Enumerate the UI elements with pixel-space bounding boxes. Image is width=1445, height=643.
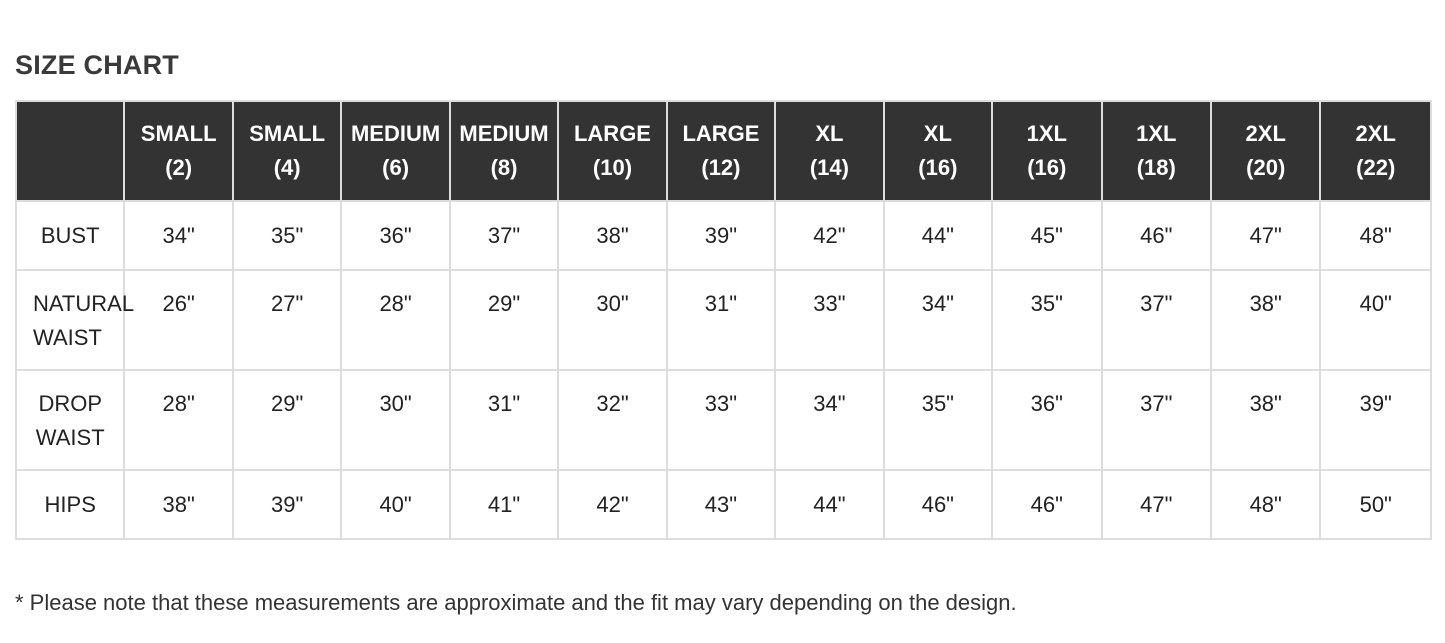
measurement-cell: 39" (1320, 370, 1431, 470)
column-size-number: (14) (809, 155, 849, 180)
measurement-cell: 30" (558, 270, 666, 370)
measurement-cell: 41" (450, 470, 558, 539)
column-size-name: XL (923, 121, 952, 146)
column-size-number: (8) (490, 155, 518, 180)
column-size-name: LARGE (682, 121, 760, 146)
measurement-cell: 39" (667, 201, 775, 270)
measurement-cell: 36" (341, 201, 449, 270)
measurement-cell: 43" (667, 470, 775, 539)
measurement-cell: 39" (233, 470, 341, 539)
measurement-cell: 31" (450, 370, 558, 470)
size-chart-title: SIZE CHART (15, 50, 179, 80)
measurement-cell: 46" (992, 470, 1101, 539)
column-size-number: (2) (165, 155, 193, 180)
column-size-name: 2XL (1355, 121, 1396, 146)
measurement-cell: 38" (1211, 370, 1320, 470)
table-row-bust (16, 201, 1431, 270)
measurement-cell: 45" (992, 201, 1101, 270)
measurement-cell: 37" (1102, 370, 1211, 470)
measurement-cell: 46" (884, 470, 992, 539)
measurement-cell: 29" (450, 270, 558, 370)
column-header (124, 101, 232, 201)
measurement-cell: 38" (558, 201, 666, 270)
row-label: NATURAL WAIST (16, 270, 124, 370)
corner-header-cell (16, 101, 124, 201)
measurement-cell: 36" (992, 370, 1101, 470)
row-label: HIPS (16, 470, 124, 539)
column-size-number: (18) (1136, 155, 1176, 180)
column-size-number: (16) (1027, 155, 1067, 180)
column-size-name: 2XL (1245, 121, 1286, 146)
measurement-cell: 34" (775, 370, 883, 470)
measurement-cell: 44" (775, 470, 883, 539)
measurement-cell: 44" (884, 201, 992, 270)
column-header (233, 101, 341, 201)
measurement-cell: 26" (124, 270, 232, 370)
column-header (992, 101, 1101, 201)
measurement-cell: 29" (233, 370, 341, 470)
column-size-number: (12) (701, 155, 741, 180)
measurement-cell: 30" (341, 370, 449, 470)
measurement-cell: 28" (341, 270, 449, 370)
table-row-drop-waist (16, 370, 1431, 470)
measurement-cell: 38" (1211, 270, 1320, 370)
measurement-cell: 34" (124, 201, 232, 270)
column-size-name: SMALL (249, 121, 326, 146)
measurement-disclaimer: * Please note that these measurements are approximate and the fit may vary depending on the design. (15, 590, 1017, 615)
column-header (884, 101, 992, 201)
column-header (667, 101, 775, 201)
measurement-cell: 38" (124, 470, 232, 539)
measurement-cell: 42" (558, 470, 666, 539)
measurement-cell: 37" (1102, 270, 1211, 370)
measurement-cell: 50" (1320, 470, 1431, 539)
column-size-number: (6) (382, 155, 410, 180)
column-size-name: MEDIUM (350, 121, 441, 146)
row-label: BUST (16, 201, 124, 270)
measurement-cell: 48" (1211, 470, 1320, 539)
table-row-natural-waist (16, 270, 1431, 370)
column-size-name: 1XL (1026, 121, 1067, 146)
column-header (450, 101, 558, 201)
column-size-number: (22) (1356, 155, 1396, 180)
column-header (1102, 101, 1211, 201)
column-size-number: (20) (1246, 155, 1286, 180)
column-header (775, 101, 883, 201)
measurement-cell: 27" (233, 270, 341, 370)
column-size-name: LARGE (573, 121, 651, 146)
measurement-cell: 33" (775, 270, 883, 370)
measurement-cell: 47" (1211, 201, 1320, 270)
measurement-cell: 35" (992, 270, 1101, 370)
column-size-name: MEDIUM (459, 121, 549, 146)
column-size-number: (16) (918, 155, 958, 180)
header-row (16, 101, 1431, 201)
measurement-cell: 34" (884, 270, 992, 370)
measurement-cell: 31" (667, 270, 775, 370)
table-row-hips (16, 470, 1431, 539)
measurement-cell: 40" (341, 470, 449, 539)
measurement-cell: 48" (1320, 201, 1431, 270)
column-header (1211, 101, 1320, 201)
measurement-cell: 35" (233, 201, 341, 270)
column-size-name: XL (815, 121, 844, 146)
measurement-cell: 46" (1102, 201, 1211, 270)
size-chart-table (15, 100, 1432, 540)
measurement-cell: 33" (667, 370, 775, 470)
column-header (341, 101, 449, 201)
measurement-cell: 37" (450, 201, 558, 270)
row-label: DROP WAIST (16, 370, 124, 470)
measurement-cell: 40" (1320, 270, 1431, 370)
column-size-name: 1XL (1136, 121, 1177, 146)
column-header (558, 101, 666, 201)
column-size-name: SMALL (140, 121, 217, 146)
column-size-number: (4) (273, 155, 301, 180)
measurement-cell: 28" (124, 370, 232, 470)
measurement-cell: 35" (884, 370, 992, 470)
column-size-number: (10) (592, 155, 633, 180)
measurement-cell: 42" (775, 201, 883, 270)
measurement-cell: 47" (1102, 470, 1211, 539)
measurement-cell: 32" (558, 370, 666, 470)
column-header (1320, 101, 1431, 201)
